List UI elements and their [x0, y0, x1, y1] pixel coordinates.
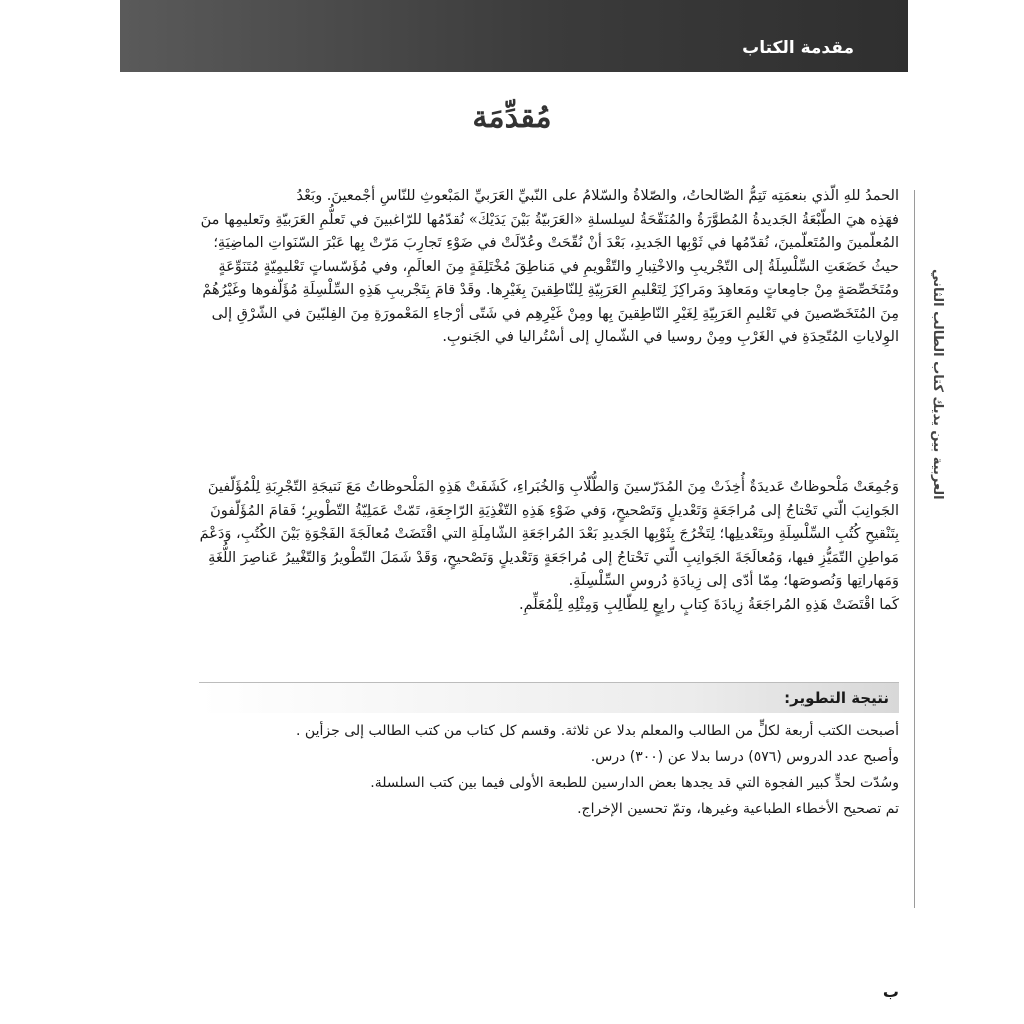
result-item: أصبحت الكتب أربعة لكلٍّ من الطالب والمعلم بدلا عن ثلاثة. وقسم كل كتاب من كتب الطالب إلى جزأين .	[296, 723, 899, 739]
header-band	[120, 0, 908, 72]
book-side-label: العربية بين يديك كتاب الطالب الثاني	[930, 269, 945, 500]
intro-paragraph-2: فهَذِه هيَ الطّبْعَةُ الجَديدةُ المُطوَّرَةُ والمُنَقّحَةُ لسِلسلةِ «العَرَبيّةُ بَيْنَ يَدَيْكَ» نُقدّمُها للرّاغبينَ في تَعلُّمِ العَرَبيّةِ وتَعليمِها منَ المُعلّمينَ والمُتَعلّمينَ، نُقدّمُها في ثَوْبِها الجَديدِ، بَعْدَ أنْ نُقّحَتْ وعُدّلَتْ في ضَوْءِ تَجارِبَ مَرّتْ بِها عَبْرَ السّنَواتِ الماضِيَةِ؛ حيثُ خَضَعَتِ السِّلْسِلَةُ إلى التّجْريبِ والاخْتِبارِ والتّقْويمِ في مَناطِقَ مُخْتَلِفَةٍ مِنَ العالَمِ، وفي مُؤَسّساتٍ تَعْليمِيّةٍ مُتَنَوِّعَةٍ ومُتَخَصِّصَةٍ مِنْ جامِعاتٍ ومَعاهِدَ ومَراكِزَ لِتَعْليمِ العَرَبِيّةِ لِلنّاطِقينَ بِغَيْرِها. وقَدْ قامَ بِتَجْريبِ هَذِهِ السِّلْسِلَةِ مُؤَلّفوها وغَيْرُهُمْ مِنَ المُتَخَصّصينَ في تَعْليمِ العَرَبِيّةِ لِغَيْرِ النّاطِقينَ بِها ومِنْ غَيْرِهِم في شَتّى أرْجاءِ المَعْمورَةِ مِنَ الفِلبّينَ في الشّرْقِ إلى الوِلاياتِ المُتّحِدَةِ في الغَرْبِ ومِنْ روسيا في الشّمالِ إلى أسْتُراليا في الجَنوبِ.	[200, 211, 899, 345]
page-number: ب	[882, 982, 899, 1001]
result-item: تم تصحيح الأخطاء الطباعية وغيرها، وتمّ تحسين الإخراج.	[577, 801, 899, 817]
result-heading: نتيجة التطوير:	[784, 689, 889, 707]
page-title: مُقدِّمَة	[472, 100, 552, 135]
result-heading-box	[199, 682, 899, 713]
result-item: وسُدّت لحدٍّ كبير الفجوة التي قد يجدها بعض الدارسين للطبعة الأولى فيما بين كتب السلسلة.	[370, 775, 899, 791]
review-block	[199, 476, 899, 617]
side-divider	[914, 190, 915, 908]
section-title: مقدمة الكتاب	[742, 38, 854, 58]
review-paragraph-1: وَجُمِعَتْ مَلْحوظاتٌ عَديدَةٌ أُخِذَتْ مِنَ المُدَرّسينَ وَالطُّلّابِ وَالخُبَراءِ، كَشَفَتْ هَذِهِ المَلْحوظاتُ مَعَ نَتيجَةِ التّجْرِبَةِ لِلْمُؤَلّفينَ الجَوانِبَ الّتي تَحْتاجُ إلى مُراجَعَةٍ وَتَعْديلٍ وَتَصْحيحٍ، وَفي ضَوْءِ هَذِهِ التّغْذِيَةِ الرّاجِعَةِ، تَمّتْ عَمَلِيّةُ التّطْويرِ؛ فَقامَ المُؤَلّفونَ بِتَنْقيحِ كُتُبِ السِّلْسِلَةِ وبِتَعْديلِها؛ لِتَخْرُجَ بِثَوْبِها الجَديدِ بَعْدَ المُراجَعَةِ الشّامِلَةِ التي اقْتَضَتْ مُعالَجَةَ الفَجْوَةِ بَيْنَ الكُتُبِ، وَدَعْمَ مَواطِنِ التّمَيُّزِ فيها، وَمُعالَجَةَ الجَوانِبِ الّتي تَحْتاجُ إلى مُراجَعَةٍ وَتَعْديلٍ وَتَصْحيحٍ، وَقَدْ شَمَلَ التّطْويرُ وَالتّغْييرُ عَناصِرَ اللُّغَةِ وَمَهاراتِها وَنُصوصَها؛ مِمّا أدّى إلى زِيادَةِ دُروسِ السِّلْسِلَةِ.	[199, 479, 899, 589]
intro-block	[199, 185, 899, 350]
result-list	[199, 718, 899, 822]
result-item: وأصبح عدد الدروس (٥٧٦) درسا بدلا عن (٣٠٠) درس.	[590, 749, 899, 765]
intro-paragraph-1: الحمدُ للهِ الّذي بنعمَتِه تَتِمُّ الصّالحاتُ، والصّلاةُ والسّلامُ على النّبيِّ العَرَبيِّ المَبْعوثِ للنّاسِ أجْمعينَ. وبَعْدُ	[296, 188, 899, 204]
review-paragraph-2: كَما اقْتَضَتْ هَذِهِ المُراجَعَةُ زِيادَةَ كِتابٍ رابِعٍ لِلطّالِبِ وَمِثْلِهِ لِلْمُعَلِّمِ.	[519, 596, 899, 613]
